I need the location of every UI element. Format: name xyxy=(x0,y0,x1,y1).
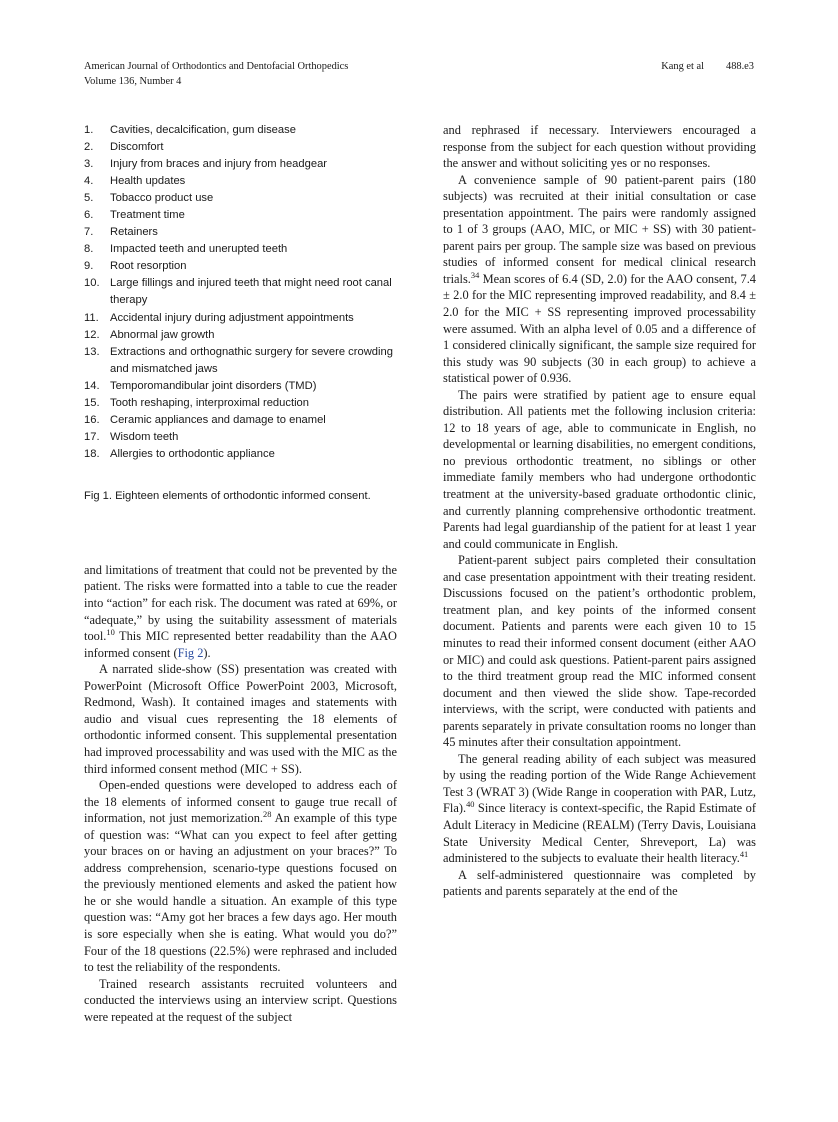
list-item xyxy=(84,395,397,412)
left-column xyxy=(84,122,397,1052)
journal-title-block xyxy=(84,60,348,89)
list-item-label: Cavities, decalcification, gum disease xyxy=(110,124,296,136)
list-item xyxy=(84,412,397,429)
list-item-label: Health updates xyxy=(110,175,186,188)
paragraph-text: ). xyxy=(203,645,211,660)
paragraph-text: Since literacy is context-specific, the Rapid Estimate of Adult Literacy in Medicine (REALM) (Terry Davis, Louisiana State University Medical Center, Shreveport, La) was administered to the subjects to evaluate their health literacy. xyxy=(443,801,756,866)
list-item-number: 4. xyxy=(84,175,94,188)
list-item-label: Discomfort xyxy=(110,141,164,154)
list-item-label: Accidental injury during adjustment appointments xyxy=(110,311,354,324)
citation-superscript: 40 xyxy=(466,800,475,810)
list-item-label: Ceramic appliances and damage to enamel xyxy=(110,413,326,426)
paragraph-questionnaire: A self-administered questionnaire was completed by patients and parents separately at the end of the xyxy=(443,867,756,899)
list-item-number: 1. xyxy=(84,124,94,136)
paragraph-text: An example of this type of question was: “What can you expect to feel after getting your braces on or having an adjustment on your braces?” To address comprehension, scenario-type questions focused on the previously mentioned elements and asked the patient how he or she would handle a situation. An example of this type question was: “Amy got her braces a few days ago. Her mouth is sore especially when she is eating. What would you do?” Four of the 18 questions (22.5%) were rephrased and included to test the reliability of the respondents. xyxy=(84,811,397,975)
list-item-number: 10. xyxy=(84,277,100,290)
paragraph-pairs-stratified: The pairs were stratified by patient age to ensure equal distribution. All patients met the following inclusion criteria: 12 to 18 years of age, able to communicate in English, no developmental or learning disabilities, no emergent conditions, no previous orthodontic treatment, no siblings or other immediate family members who had undergone orthodontic treatment at the university-based graduate orthodontic clinic, and currently planning comprehensive orthodontic treatment. Parents had legal guardianship of the patient for at least 1 year and could communicate in English. xyxy=(443,387,756,551)
list-item-number: 15. xyxy=(84,396,100,409)
list-item-label: Tooth reshaping, interproximal reduction xyxy=(110,396,309,409)
list-item xyxy=(84,241,397,258)
citation-superscript: 28 xyxy=(263,810,272,820)
figure-1-caption xyxy=(84,488,397,504)
list-item xyxy=(84,327,397,344)
list-item-label: Tobacco product use xyxy=(110,192,214,205)
list-item xyxy=(84,156,397,173)
list-item-label: Allergies to orthodontic appliance xyxy=(110,447,275,460)
paragraph-continued xyxy=(84,562,397,661)
list-item-label: Impacted teeth and unerupted teeth xyxy=(110,243,288,256)
list-item-number: 6. xyxy=(84,209,94,222)
list-item-label: Temporomandibular joint disorders (TMD) xyxy=(110,379,317,392)
list-item-number: 12. xyxy=(84,328,100,341)
list-item-label: Large fillings and injured teeth that might need root canal therapy xyxy=(110,277,392,307)
list-item-label: Abnormal jaw growth xyxy=(110,328,215,341)
two-column-body xyxy=(84,122,756,1052)
figure-reference-link[interactable]: Fig 2 xyxy=(177,645,204,660)
list-item-number: 13. xyxy=(84,345,100,358)
right-column xyxy=(443,122,756,1052)
figure-caption-text: Eighteen elements of orthodontic informed consent. xyxy=(115,489,371,502)
list-item xyxy=(84,275,397,309)
list-item-label: Injury from braces and injury from headgear xyxy=(110,158,328,171)
paragraph-reading-ability xyxy=(443,751,756,867)
paragraph-text: A convenience sample of 90 patient-parent pairs (180 subjects) was recruited at their initial consultation or case presentation appointment. The pairs were randomly assigned to 1 of 3 groups (AAO, MIC, or MIC + SS) with 30 patient-parent pairs per group. The sample size was based on previous studies of informed consent for medical clinical research trials. xyxy=(443,172,756,286)
list-item-number: 8. xyxy=(84,243,94,256)
paragraph-subject-pairs: Patient-parent subject pairs completed their consultation and case presentation appointment with their treating resident. Discussions focused on the patient’s orthodontic problem, treatment plan, and key points of the informed consent document. Patients and parents were each given 10 to 15 minutes to read their informed consent document (either AAO or MIC) and could ask questions. Patient-parent pairs assigned to the third treatment group read the MIC informed consent document and then viewed the slide show. Tape-recorded interviews, with the script, were conducted with patients and parents separately in private consultation rooms no longer than 45 minutes after their consultation appointment. xyxy=(443,553,756,750)
citation-superscript: 41 xyxy=(739,849,749,859)
paragraph-sample xyxy=(443,172,756,387)
list-item-label: Wisdom teeth xyxy=(110,430,179,443)
list-item xyxy=(84,122,397,139)
list-item-number: 17. xyxy=(84,430,100,443)
list-item-number: 5. xyxy=(84,192,94,205)
list-item-number: 16. xyxy=(84,413,100,426)
article-citation-block xyxy=(661,60,754,75)
journal-title: American Journal of Orthodontics and Dentofacial Orthopedics xyxy=(84,61,349,72)
paragraph-continued: and rephrased if necessary. Interviewers encouraged a response from the subject for each question without providing the answer and without soliciting yes or no responses. xyxy=(443,123,756,171)
list-item-number: 9. xyxy=(84,260,94,273)
list-item-label: Retainers xyxy=(110,226,158,239)
list-item-number: 2. xyxy=(84,141,94,154)
article-authors: Kang et al xyxy=(661,61,704,72)
page-number: 488.e3 xyxy=(726,61,754,72)
paragraph-slideshow: A narrated slide-show (SS) presentation was created with PowerPoint (Microsoft Office PowerPoint 2003, Microsoft, Redmond, Wash). It contained images and statements with audio and visual cues representing the 18 elements of orthodontic informed consent. This supplemental presentation had improved processability and was used with the MIC as the third informed consent method (MIC + SS). xyxy=(84,662,397,776)
list-item-label: Root resorption xyxy=(110,260,187,273)
paragraph-text: Open-ended questions were developed to address each of the 18 elements of informed consent to gauge true recall of information, not just memorization. xyxy=(84,778,397,826)
left-column-text xyxy=(84,562,397,1025)
figure-1-list xyxy=(84,122,397,463)
running-head xyxy=(84,60,754,89)
citation-superscript: 34 xyxy=(470,270,480,280)
list-item xyxy=(84,190,397,207)
list-item xyxy=(84,378,397,395)
paragraph-questions xyxy=(84,777,397,976)
list-item-number: 14. xyxy=(84,379,100,392)
list-item xyxy=(84,446,397,463)
list-item xyxy=(84,224,397,241)
paragraph-assistants: Trained research assistants recruited volunteers and conducted the interviews using an interview script. Questions were repeated at the request of the subject xyxy=(84,976,397,1024)
figure-caption-label: Fig 1. xyxy=(84,489,112,502)
list-item xyxy=(84,310,397,327)
paragraph-text: Mean scores of 6.4 (SD, 2.0) for the AAO consent, 7.4 ± 2.0 for the MIC representing improved readability, and 8.4 ± 2.0 for the MIC + SS representing improved processability were assumed. With an alpha level of 0.05 and a difference of 1 considered clinically significant, the sample size required for this study was 90 subjects (30 in each group) to achieve a statistical power of 0.936. xyxy=(443,271,756,386)
list-item-number: 11. xyxy=(84,311,99,324)
list-item xyxy=(84,207,397,224)
citation-superscript: 10 xyxy=(106,628,115,637)
paragraph-text: The general reading ability of each subject was measured by using the reading portion of the Wide Range Achievement Test 3 (WRAT 3) (Wide Range in cooperation with PAR, Lutz, Fla). xyxy=(443,751,756,816)
journal-volume: Volume 136, Number 4 xyxy=(84,75,182,87)
list-item-label: Treatment time xyxy=(110,209,185,222)
list-item xyxy=(84,258,397,275)
list-item-number: 7. xyxy=(84,226,94,239)
list-item xyxy=(84,429,397,446)
list-item xyxy=(84,173,397,190)
list-item xyxy=(84,344,397,378)
paragraph-text: This MIC represented better readability than the AAO informed consent ( xyxy=(84,629,397,660)
list-item-number: 3. xyxy=(84,158,94,171)
list-item-number: 18. xyxy=(84,447,100,460)
paragraph-text: and limitations of treatment that could not be prevented by the patient. The risks were formatted into a table to cue the reader into “action” for each risk. The document was rated at 69%, or “adequate,” by using the suitability assessment of materials tool. xyxy=(84,562,397,644)
list-item xyxy=(84,139,397,156)
right-column-text xyxy=(443,122,756,900)
list-item-label: Extractions and orthognathic surgery for severe crowding and mismatched jaws xyxy=(110,345,393,375)
